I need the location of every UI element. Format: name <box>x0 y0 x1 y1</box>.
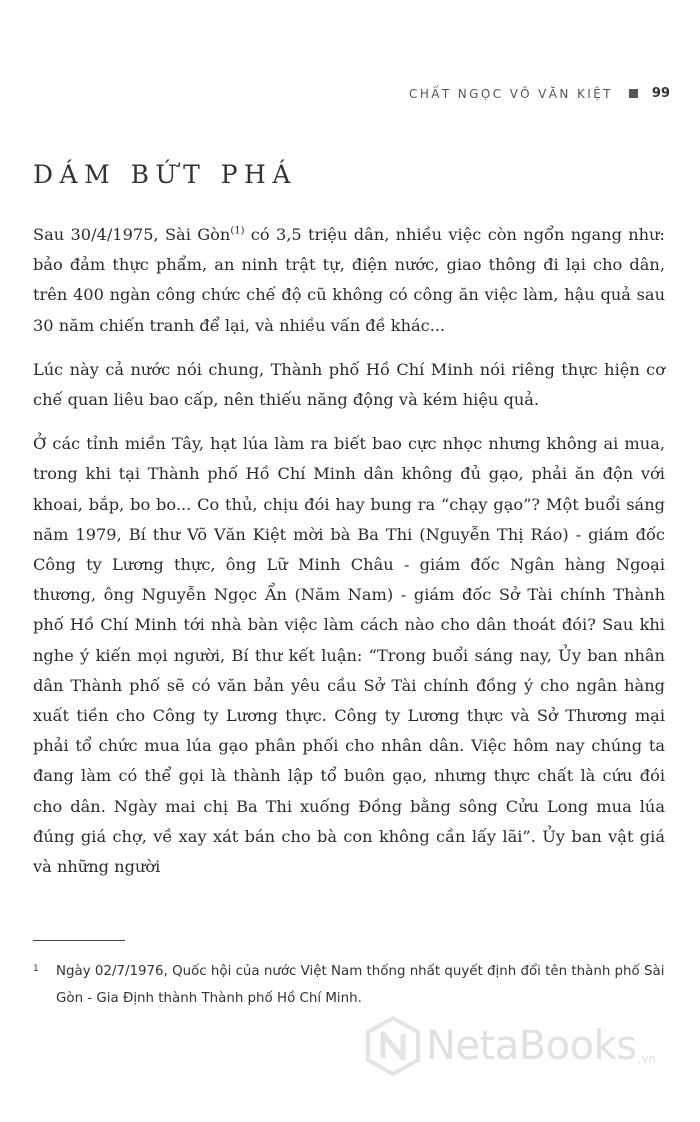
paragraph-text: có 3,5 triệu dân, nhiều việc còn ngổn ngang như: bảo đảm thực phẩm, an ninh trật tự, điện nước, giao thông đi lại cho dân, trên 400 ngàn công chức chế độ cũ không có công ăn việc làm, hậu quả sau 30 năm chiến tranh để lại, và nhiều vấn đề khác... <box>33 225 665 335</box>
footnote-divider <box>33 940 125 941</box>
watermark-logo <box>366 1016 656 1076</box>
watermark-suffix: .vn <box>637 1052 657 1066</box>
running-title: CHẤT NGỌC VÕ VĂN KIỆT <box>409 86 613 101</box>
footnote-text: Ngày 02/7/1976, Quốc hội của nước Việt Nam thống nhất quyết định đổi tên thành phố Sài Gòn - Gia Định thành Thành phố Hồ Chí Minh. <box>56 964 665 1006</box>
watermark-brand: NetaBooks <box>426 1023 637 1069</box>
chapter-title: DÁM BỨT PHÁ <box>33 160 297 189</box>
paragraph-2: Lúc này cả nước nói chung, Thành phố Hồ Chí Minh nói riêng thực hiện cơ chế quan liêu bao cấp, nên thiếu năng động và kém hiệu quả. <box>33 359 665 410</box>
paragraph-3: Ở các tỉnh miền Tây, hạt lúa làm ra biết bao cực nhọc nhưng không ai mua, trong khi tại Thành phố Hồ Chí Minh dân không đủ gạo, phải ăn độn với khoai, bắp, bo bo... Co thủ, chịu đói hay bung ra “chạy gạo”? Một buổi sáng năm 1979, Bí thư Võ Văn Kiệt mời bà Ba Thi (Nguyễn Thị Ráo) - giám đốc Công ty Lương thực, ông Lữ Minh Châu - giám đốc Ngân hàng Ngoại thương, ông Nguyễn Ngọc Ẩn (Năm Nam) - giám đốc Sở Tài chính Thành phố Hồ Chí Minh tới nhà bàn việc làm cách nào cho dân thoát đói? Sau khi nghe ý kiến mọi người, Bí thư kết luận: “Trong buổi sáng nay, Ủy ban nhân dân Thành phố sẽ có văn bản yêu cầu Sở Tài chính đồng ý cho ngân hàng xuất tiền cho Công ty Lương thực. Công ty Lương thực và Sở Thương mại phải tổ chức mua lúa gạo phân phối cho nhân dân. Việc hôm nay chúng ta đang làm có thể gọi là thành lập tổ buôn gạo, nhưng thực chất là cứu đói cho dân. Ngày mai chị Ba Thi xuống Đồng bằng sông Cửu Long mua lúa đúng giá chợ, về xay xát bán cho bà con không cần lấy lãi”. Ủy ban vật giá và những người <box>33 434 665 877</box>
paragraph-text: Sau 30/4/1975, Sài Gòn <box>33 225 231 244</box>
running-header <box>409 86 670 101</box>
body-text <box>33 220 665 896</box>
netabooks-logo-icon <box>366 1016 420 1076</box>
footnote-reference: (1) <box>230 225 245 237</box>
square-bullet-icon <box>629 89 638 98</box>
paragraph-1 <box>33 220 665 341</box>
footnote-number: 1 <box>33 964 39 974</box>
page-number: 99 <box>651 86 670 101</box>
footnote <box>33 958 665 1012</box>
